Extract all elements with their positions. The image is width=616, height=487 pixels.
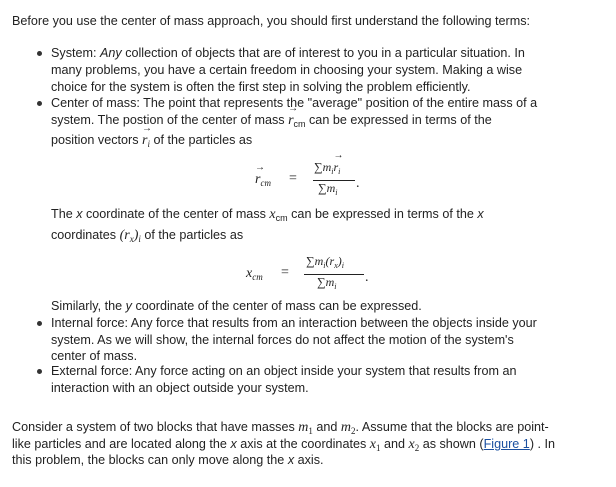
r-i-sub: i — [147, 139, 150, 149]
f1-period: . — [356, 176, 360, 191]
f1-denominator — [318, 181, 337, 196]
f2-lhs-sub: cm — [252, 272, 263, 282]
x-line2-rx: (r — [119, 228, 130, 243]
consider-line-1 — [12, 419, 549, 436]
consider-m2: m — [340, 420, 352, 435]
f2-num-close: ) — [337, 254, 342, 268]
formula-xcm — [246, 266, 263, 282]
f2-num-paren: (r — [325, 254, 335, 268]
consider-m2-sub: 2 — [351, 426, 356, 436]
f1-den-i: i — [335, 188, 338, 197]
consider-line3-b: axis. — [294, 453, 324, 467]
x-cm-symbol: x — [269, 207, 276, 222]
consider-x2: x — [408, 437, 415, 452]
bullet-system — [37, 51, 42, 56]
similarly-line — [51, 298, 422, 314]
r-i-symbol: → r — [142, 133, 147, 149]
similarly-a: Similarly, the — [51, 299, 126, 313]
x-line1-a: The — [51, 207, 77, 221]
x-line2-close: ) — [133, 228, 139, 243]
f1-lhs-sub: cm — [260, 178, 271, 188]
external-line-2: interaction with an object outside your system. — [51, 381, 309, 395]
x-line2-a: coordinates — [51, 228, 120, 242]
consider-line2-c: as shown ( — [419, 437, 484, 451]
system-line-2: many problems, you have a certain freedom in choosing your system. Making a wise — [51, 63, 523, 77]
f2-den-m: m — [325, 275, 335, 289]
x-line1-x2: x — [477, 207, 484, 221]
f1-lhs-r: → r — [255, 172, 260, 188]
figure-1-link[interactable]: Figure 1 — [483, 437, 530, 451]
external-line-1: External force: Any force acting on an object inside your system that results from an — [51, 364, 517, 378]
internal-line-1: Internal force: Any force that results from an interaction between the objects inside your — [51, 316, 537, 330]
similarly-b: coordinate of the center of mass can be expressed. — [131, 299, 422, 313]
consider-x2-sub: 2 — [414, 443, 420, 453]
internal-line-2: system. As we will show, the internal forces do not affect the motion of the system's — [51, 333, 514, 347]
consider-line1-b: . Assume that the blocks are point- — [355, 420, 549, 434]
f2-denominator — [317, 275, 336, 290]
system-line-3: choice for the system is often the first step in solving the problem efficiently. — [51, 80, 471, 94]
r-cm-sub: cm — [293, 119, 306, 129]
f1-numerator — [314, 160, 340, 175]
com-line2-a: system. The postion of the center of mass — [51, 113, 289, 127]
f1-den-m: m — [326, 181, 336, 195]
consider-x1-sub: 1 — [375, 443, 381, 453]
x-line2-rx-sub: x — [129, 234, 134, 244]
system-line1-rest: collection of objects that are of interest to you in a particular situation. In — [121, 46, 525, 60]
x-line1-x: x — [76, 207, 83, 221]
f1-den-sigma: ∑ — [318, 181, 327, 195]
internal-line-3: center of mass. — [51, 349, 138, 363]
f2-num-x: x — [334, 261, 338, 270]
consider-and1: and — [312, 420, 341, 434]
x-line2-b: of the particles as — [140, 228, 244, 242]
consider-line-2 — [12, 436, 555, 453]
consider-m1-sub: 1 — [308, 426, 313, 436]
system-label: System: — [51, 46, 100, 60]
consider-x1: x — [369, 437, 376, 452]
bullet-external-force — [37, 369, 42, 374]
com-line-3 — [51, 132, 252, 149]
f2-den-sigma: ∑ — [317, 275, 326, 289]
x-cm-sub: cm — [275, 213, 288, 223]
consider-line2-d: ) . In — [529, 437, 556, 451]
com-line-2 — [51, 112, 492, 129]
consider-x: x — [230, 437, 237, 451]
f1-num-sigma: ∑ — [314, 160, 323, 174]
f2-period: . — [365, 270, 369, 285]
x-line2-i: i — [138, 234, 141, 244]
x-coord-line-2 — [51, 227, 243, 244]
intro-text: Before you use the center of mass approach, you should first understand the following terms: — [12, 14, 531, 28]
consider-x3: x — [287, 453, 295, 467]
com-line3-a: position vectors — [51, 133, 142, 147]
f2-den-i: i — [334, 282, 337, 291]
bullet-internal-force — [37, 321, 42, 326]
x-coord-line-1 — [51, 206, 484, 223]
f1-num-r: → r — [333, 160, 338, 175]
system-line-1 — [51, 45, 525, 61]
consider-and2: and — [380, 437, 409, 451]
f1-num-m: m — [322, 160, 332, 174]
f2-lhs-x: x — [246, 266, 253, 281]
consider-line2-a: like particles and are located along the — [12, 437, 231, 451]
f1-num-i2: i — [338, 167, 341, 176]
f2-numerator — [306, 254, 344, 269]
com-line2-b: can be expressed in terms of the — [305, 113, 492, 127]
consider-line3-a: this problem, the blocks can only move along the — [12, 453, 288, 467]
r-cm-symbol: → r — [288, 113, 293, 129]
similarly-y: y — [125, 299, 132, 313]
f2-num-sigma: ∑ — [306, 254, 315, 268]
f2-num-m: m — [314, 254, 324, 268]
consider-line-3 — [12, 452, 324, 468]
f1-equals: = — [289, 171, 297, 186]
consider-m1: m — [298, 420, 309, 435]
com-line-1: Center of mass: The point that represents the "average" position of the entire mass of a — [51, 96, 538, 110]
com-line3-b: of the particles as — [149, 133, 253, 147]
f2-equals: = — [281, 265, 289, 280]
x-line1-b: coordinate of the center of mass — [82, 207, 270, 221]
system-any: Any — [100, 46, 122, 60]
bullet-center-of-mass — [37, 101, 42, 106]
consider-line1-a: Consider a system of two blocks that have masses — [12, 420, 299, 434]
f1-num-i1: i — [331, 167, 334, 176]
x-line1-c: can be expressed in terms of the — [287, 207, 478, 221]
formula-rcm — [255, 172, 271, 188]
consider-line2-b: axis at the coordinates — [236, 437, 370, 451]
f2-num-i2: i — [341, 261, 344, 270]
f2-num-i: i — [323, 261, 326, 270]
